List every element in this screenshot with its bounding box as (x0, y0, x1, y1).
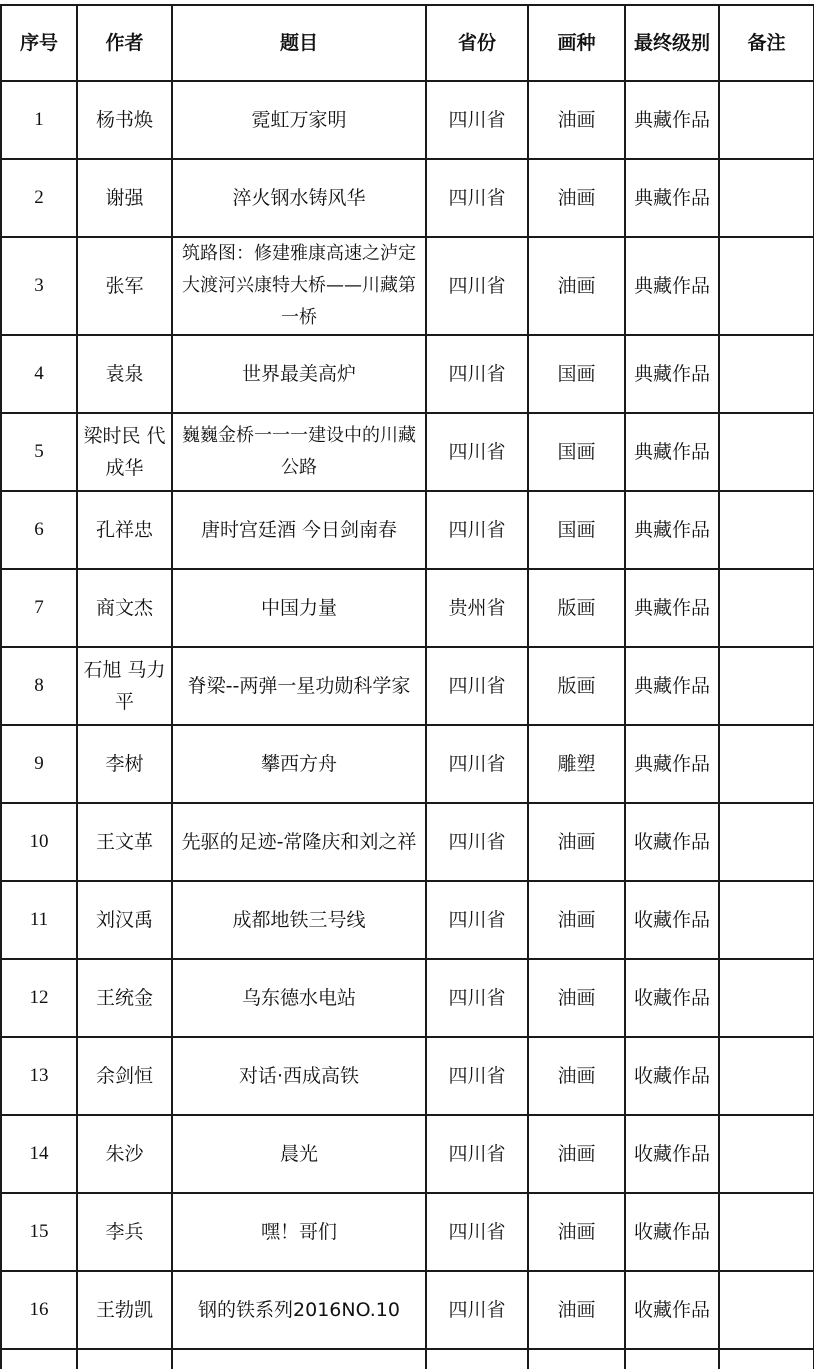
cell-type: 油画 (528, 159, 625, 237)
cell-note (719, 881, 814, 959)
cell-province: 四川省 (426, 647, 528, 725)
cell-index: 6 (1, 491, 77, 569)
cell-author: 谢强 (77, 159, 172, 237)
cell-note (719, 335, 814, 413)
cell-note (719, 491, 814, 569)
header-level: 最终级别 (625, 5, 719, 81)
cell-level: 收藏作品 (625, 881, 719, 959)
cell-type: 国画 (528, 413, 625, 491)
cell-title: 中国力量 (172, 569, 426, 647)
table-row (1, 725, 814, 803)
cell-partial (172, 1349, 426, 1369)
cell-province: 四川省 (426, 413, 528, 491)
table-row (1, 335, 814, 413)
cell-level: 典藏作品 (625, 491, 719, 569)
cell-note (719, 803, 814, 881)
cell-type: 版画 (528, 569, 625, 647)
table-row (1, 491, 814, 569)
cell-level: 收藏作品 (625, 1037, 719, 1115)
cell-type: 国画 (528, 491, 625, 569)
cell-note (719, 159, 814, 237)
cell-title: 世界最美高炉 (172, 335, 426, 413)
table-row-partial (1, 1349, 814, 1369)
cell-title: 霓虹万家明 (172, 81, 426, 159)
cell-partial (625, 1349, 719, 1369)
cell-index: 9 (1, 725, 77, 803)
artwork-table-sheet (0, 4, 814, 1369)
cell-type: 油画 (528, 81, 625, 159)
table-row (1, 1037, 814, 1115)
cell-province: 四川省 (426, 237, 528, 335)
cell-province: 四川省 (426, 491, 528, 569)
cell-province: 四川省 (426, 803, 528, 881)
cell-type: 油画 (528, 237, 625, 335)
cell-type: 油画 (528, 1037, 625, 1115)
cell-level: 典藏作品 (625, 159, 719, 237)
cell-province: 四川省 (426, 1037, 528, 1115)
table-row (1, 1115, 814, 1193)
cell-index: 7 (1, 569, 77, 647)
cell-title: 脊梁--两弹一星功勋科学家 (172, 647, 426, 725)
cell-author: 王勃凯 (77, 1271, 172, 1349)
cell-partial (426, 1349, 528, 1369)
cell-title: 巍巍金桥一一一建设中的川藏公路 (172, 413, 426, 491)
header-index: 序号 (1, 5, 77, 81)
cell-province: 四川省 (426, 1193, 528, 1271)
cell-note (719, 647, 814, 725)
cell-note (719, 1037, 814, 1115)
cell-province: 四川省 (426, 1271, 528, 1349)
header-province: 省份 (426, 5, 528, 81)
cell-type: 雕塑 (528, 725, 625, 803)
cell-level: 典藏作品 (625, 237, 719, 335)
cell-level: 收藏作品 (625, 803, 719, 881)
cell-level: 收藏作品 (625, 1271, 719, 1349)
table-row (1, 81, 814, 159)
cell-note (719, 413, 814, 491)
cell-index: 2 (1, 159, 77, 237)
cell-title: 攀西方舟 (172, 725, 426, 803)
cell-author: 余剑恒 (77, 1037, 172, 1115)
cell-index: 16 (1, 1271, 77, 1349)
cell-province: 四川省 (426, 959, 528, 1037)
table-row (1, 959, 814, 1037)
cell-province: 四川省 (426, 725, 528, 803)
artwork-table (0, 4, 814, 1369)
cell-type: 国画 (528, 335, 625, 413)
cell-author: 杨书焕 (77, 81, 172, 159)
table-row (1, 803, 814, 881)
cell-index: 1 (1, 81, 77, 159)
table-row (1, 569, 814, 647)
cell-title: 筑路图：修建雅康高速之泸定大渡河兴康特大桥——川藏第一桥 (172, 237, 426, 335)
cell-partial (1, 1349, 77, 1369)
cell-index: 4 (1, 335, 77, 413)
cell-level: 典藏作品 (625, 725, 719, 803)
table-row (1, 1271, 814, 1349)
cell-partial (77, 1349, 172, 1369)
cell-author: 梁时民 代成华 (77, 413, 172, 491)
cell-province: 贵州省 (426, 569, 528, 647)
cell-author: 朱沙 (77, 1115, 172, 1193)
cell-level: 收藏作品 (625, 1193, 719, 1271)
cell-title: 成都地铁三号线 (172, 881, 426, 959)
cell-index: 12 (1, 959, 77, 1037)
cell-type: 油画 (528, 1193, 625, 1271)
cell-author: 袁泉 (77, 335, 172, 413)
cell-title: 嘿！哥们 (172, 1193, 426, 1271)
header-row (1, 5, 814, 81)
cell-province: 四川省 (426, 159, 528, 237)
cell-level: 典藏作品 (625, 647, 719, 725)
cell-province: 四川省 (426, 881, 528, 959)
table-row (1, 413, 814, 491)
header-note: 备注 (719, 5, 814, 81)
cell-title: 对话·西成高铁 (172, 1037, 426, 1115)
cell-index: 3 (1, 237, 77, 335)
cell-level: 典藏作品 (625, 569, 719, 647)
cell-index: 13 (1, 1037, 77, 1115)
cell-note (719, 1271, 814, 1349)
cell-note (719, 1193, 814, 1271)
cell-note (719, 725, 814, 803)
cell-author: 王统金 (77, 959, 172, 1037)
cell-province: 四川省 (426, 335, 528, 413)
cell-index: 11 (1, 881, 77, 959)
cell-type: 油画 (528, 959, 625, 1037)
cell-level: 典藏作品 (625, 335, 719, 413)
cell-index: 14 (1, 1115, 77, 1193)
table-body (1, 81, 814, 1369)
header-author: 作者 (77, 5, 172, 81)
cell-level: 典藏作品 (625, 81, 719, 159)
cell-note (719, 569, 814, 647)
cell-title: 乌东德水电站 (172, 959, 426, 1037)
table-row (1, 881, 814, 959)
cell-index: 10 (1, 803, 77, 881)
cell-index: 8 (1, 647, 77, 725)
cell-note (719, 1115, 814, 1193)
cell-partial (528, 1349, 625, 1369)
cell-author: 王文革 (77, 803, 172, 881)
table-row (1, 159, 814, 237)
cell-type: 油画 (528, 1115, 625, 1193)
cell-index: 5 (1, 413, 77, 491)
cell-title: 晨光 (172, 1115, 426, 1193)
cell-type: 油画 (528, 803, 625, 881)
cell-type: 油画 (528, 1271, 625, 1349)
cell-author: 李树 (77, 725, 172, 803)
cell-partial (719, 1349, 814, 1369)
table-row (1, 647, 814, 725)
cell-type: 版画 (528, 647, 625, 725)
cell-note (719, 81, 814, 159)
cell-author: 石旭 马力平 (77, 647, 172, 725)
cell-title: 淬火钢水铸风华 (172, 159, 426, 237)
cell-author: 张军 (77, 237, 172, 335)
header-type: 画种 (528, 5, 625, 81)
cell-note (719, 959, 814, 1037)
header-title: 题目 (172, 5, 426, 81)
cell-author: 刘汉禹 (77, 881, 172, 959)
cell-author: 商文杰 (77, 569, 172, 647)
cell-level: 典藏作品 (625, 413, 719, 491)
cell-note (719, 237, 814, 335)
cell-province: 四川省 (426, 81, 528, 159)
cell-level: 收藏作品 (625, 1115, 719, 1193)
cell-title: 先驱的足迹-常隆庆和刘之祥 (172, 803, 426, 881)
cell-author: 孔祥忠 (77, 491, 172, 569)
cell-title: 唐时宫廷酒 今日剑南春 (172, 491, 426, 569)
cell-author: 李兵 (77, 1193, 172, 1271)
cell-level: 收藏作品 (625, 959, 719, 1037)
table-row (1, 237, 814, 335)
cell-title: 钢的铁系列2016NO.10 (172, 1271, 426, 1349)
table-row (1, 1193, 814, 1271)
cell-province: 四川省 (426, 1115, 528, 1193)
cell-index: 15 (1, 1193, 77, 1271)
cell-type: 油画 (528, 881, 625, 959)
